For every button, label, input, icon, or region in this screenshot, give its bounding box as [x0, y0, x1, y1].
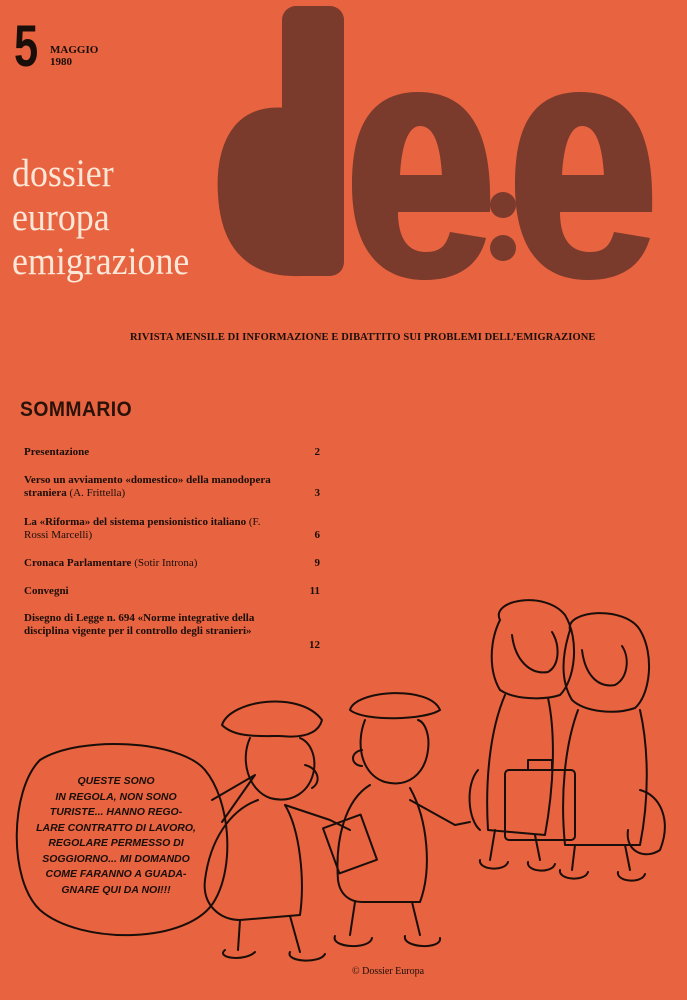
toc-entry[interactable] — [24, 446, 324, 459]
masthead-title — [12, 152, 189, 284]
logo-colon-bottom — [490, 235, 516, 261]
masthead-line-emigrazione: emigrazione — [12, 240, 190, 283]
logo-e-first — [352, 92, 490, 280]
suitcase-handle — [528, 760, 552, 770]
toc-entry-title: Verso un avviamento «domestico» della manodopera straniera — [24, 474, 271, 499]
toc-entry[interactable] — [24, 474, 324, 499]
toc-entry-page: 9 — [314, 557, 320, 569]
toc-entry-author: (F. Rossi Marcelli) — [24, 516, 261, 541]
issue-number: 5 — [14, 14, 39, 79]
toc-entry-page: 6 — [314, 529, 320, 541]
speech-bubble-text: QUESTE SONO IN REGOLA, NON SONO TURISTE... HANNO REGO- LARE CONTRATTO DI LAVORO, REGOLARE PERMESSO DI SOGGIORNO... MI DOMANDO COME FARANNO A GUADA- GNARE QUI DA NOI!!! — [36, 775, 196, 896]
toc-entry-title: Convegni — [24, 585, 69, 597]
issue-month: MAGGIO — [50, 44, 99, 56]
woman-figure-left — [470, 600, 575, 870]
masthead-line-dossier: dossier — [12, 152, 114, 195]
logo-letters — [218, 6, 653, 280]
toc-entry[interactable] — [24, 516, 324, 541]
summary-title: SOMMARIO — [20, 398, 133, 421]
toc-entry-title: Disegno di Legge n. 694 «Norme integrative della disciplina vigente per il controllo degli stranieri» — [24, 612, 255, 637]
toc-entry-title: Cronaca Parlamentare — [24, 557, 132, 569]
toc-entry-title: Presentazione — [24, 446, 90, 458]
logo-d-bowl — [218, 107, 300, 276]
logo-e-second — [515, 92, 652, 280]
toc-entry-author: (A. Frittella) — [69, 486, 126, 499]
toc-entry-page: 3 — [314, 487, 320, 499]
tagline: RIVISTA MENSILE DI INFORMAZIONE E DIBATTITO SUI PROBLEMI DELL’EMIGRAZIONE — [130, 332, 596, 343]
masthead-line-europa: europa — [12, 196, 110, 239]
toc-entry-page: 11 — [309, 585, 320, 597]
woman-figure-right — [560, 613, 665, 881]
toc-entry-page: 12 — [309, 639, 320, 651]
policeman-figure — [323, 693, 470, 946]
issue-year: 1980 — [50, 56, 72, 68]
toc-entry-title: La «Riforma» del sistema pensionistico italiano — [24, 516, 247, 528]
toc-entry-page: 2 — [314, 446, 320, 458]
copyright-notice: © Dossier Europa — [352, 966, 425, 977]
toc-entry-author: (Sotir Introna) — [134, 557, 198, 569]
logo-colon-top — [490, 192, 516, 218]
